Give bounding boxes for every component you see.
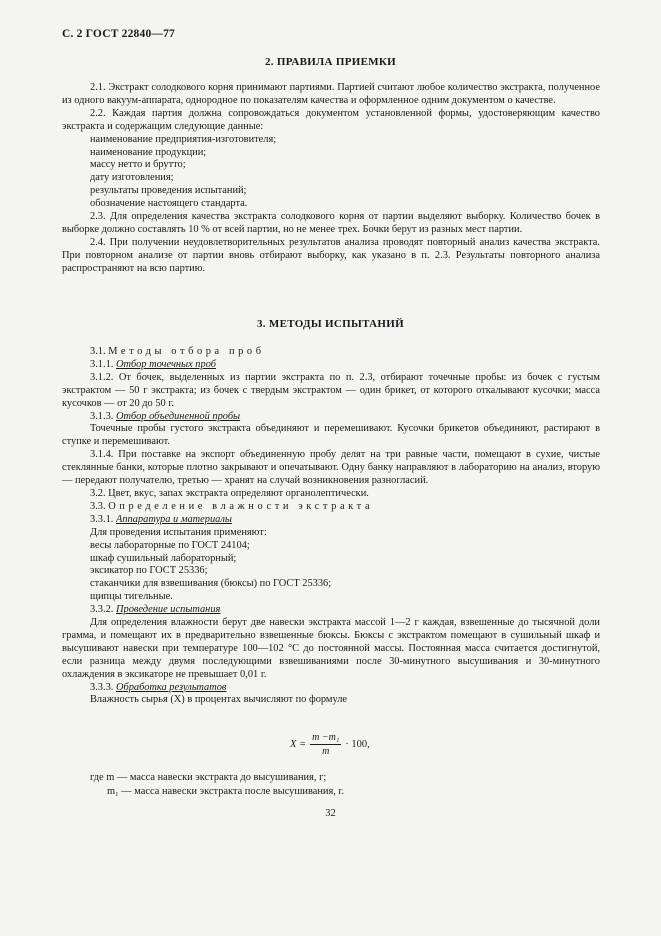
list-item: весы лабораторные по ГОСТ 24104; <box>90 539 250 551</box>
list-item: щипцы тигельные. <box>90 591 173 603</box>
legend-line: где m — масса навески экстракта до высушивания, г; <box>90 772 327 783</box>
clause-number: 3.1. <box>90 346 106 357</box>
clause-title: Определение влажности экстракта <box>108 500 374 512</box>
clause-number: 3.3. <box>90 500 106 512</box>
clause-number: 3.1.3. <box>90 410 114 422</box>
clause-number: 3.3.1. <box>90 513 114 525</box>
paragraph-2-4: 2.4. При получении неудовлетворительных результатов анализа проводят повторный анализ качества экстракта. При повторном анализе от партии вновь отбирают выборку, как указано в п. 2.3. Результаты повторного анализа распространяют на всю партию. <box>62 236 600 274</box>
moisture-formula <box>290 732 370 757</box>
paragraph-3-3-1: Для проведения испытания применяют: <box>90 526 267 538</box>
clause-number: 3.3.3. <box>90 681 114 693</box>
list-item: стаканчики для взвешивания (бюксы) по ГОСТ 25336; <box>90 578 332 590</box>
section-3-title: 3. МЕТОДЫ ИСПЫТАНИЙ <box>257 318 404 330</box>
paragraph-3-3-3: Влажность сырья (X) в процентах вычисляют по формуле <box>90 694 348 706</box>
paragraph-3-1-2: 3.1.2. От бочек, выделенных из партии экстракта по п. 2.3, отбирают точечные пробы: из бочек с густым экстрактом — 50 г экстракта; из бочек с твердым экстрактом — один брикет, от которого откалывают кусочки; масса кусочков — от 20 до 50 г. <box>62 371 600 409</box>
list-item: обозначение настоящего стандарта. <box>90 198 248 210</box>
section-2-body <box>62 82 600 276</box>
paragraph-3-3-2: Для определения влажности берут две навески экстракта массой 1—2 г каждая, взвешенные до тысячной доли грамма, и помещают их в предварительно взвешенные бюксы. Бюксы с экстрактом помещают в сушильный шкаф и высушивают навески при температуре 100—102 °С до постоянной массы. Постоянная масса считается достигнутой, если разница между двумя последующими взвешиваниями после 30-минутного высушивания и 30-минутного охлаждения в эксикаторе не превышает 0,01 г. <box>62 617 600 680</box>
section-3-body <box>62 346 600 707</box>
paragraph-3-2: 3.2. Цвет, вкус, запах экстракта определяют органолептически. <box>90 487 369 499</box>
paragraph-2-3: 2.3. Для определения качества экстракта солодкового корня от партии выделяют выборку. Количество бочек в выборке должно составлять 10 % от всей партии, но не менее трех. Бочки берут из разных мест партии. <box>62 211 600 235</box>
clause-3-3-2 <box>62 604 600 617</box>
clause-title: Проведение испытания <box>116 604 221 616</box>
formula-numerator: m −m₁ <box>312 732 340 743</box>
paragraph-3-1-3: Точечные пробы густого экстракта объединяют и перемешивают. Кусочки брикетов объединяют, растирают в ступке и перемешивают. <box>62 423 600 448</box>
clause-3-3-1 <box>62 514 600 527</box>
list-item: наименование продукции; <box>90 146 207 158</box>
list-item: результаты проведения испытаний; <box>90 185 247 197</box>
clause-title: Методы отбора проб <box>108 346 265 357</box>
legend-line: m₁ — масса навески экстракта после высушивания, г. <box>107 786 345 797</box>
list-item: эксикатор по ГОСТ 25336; <box>90 565 208 577</box>
clause-title: Аппаратура и материалы <box>116 513 232 525</box>
page-number: 32 <box>325 808 336 819</box>
list-item: дату изготовления; <box>90 172 174 184</box>
clause-title: Обработка результатов <box>116 681 227 693</box>
list-item: наименование предприятия-изготовителя; <box>90 133 277 145</box>
formula-denominator: m <box>322 746 330 757</box>
clause-3-1 <box>62 346 600 359</box>
clause-3-3-3 <box>62 682 600 695</box>
formula-rhs: · 100, <box>345 739 370 750</box>
section-2-title: 2. ПРАВИЛА ПРИЕМКИ <box>264 56 397 68</box>
clause-number: 3.3.2. <box>90 604 114 616</box>
list-item: шкаф сушильный лабораторный; <box>90 552 237 564</box>
clause-title: Отбор точечных проб <box>116 358 216 370</box>
formula-fraction <box>310 732 341 757</box>
page-header: С. 2 ГОСТ 22840—77 <box>62 28 175 40</box>
paragraph-3-1-4: 3.1.4. При поставке на экспорт объединенную пробу делят на три равные части, помещают в сухие, чистые стеклянные банки, которые плотно закрывают и опечатывают. Одну банку направляют в лабораторию на анализ, вторую — передают получателю, третью — хранят на случай возникновения разногласий. <box>62 449 600 487</box>
clause-3-3 <box>62 501 600 514</box>
clause-title: Отбор объединенной пробы <box>116 410 241 422</box>
list-item: массу нетто и брутто; <box>90 159 186 171</box>
paragraph-2-2: 2.2. Каждая партия должна сопровождаться документом установленной формы, удостоверяющим качество экстракта и содержащим следующие данные: <box>62 107 600 132</box>
formula-legend <box>90 771 600 799</box>
paragraph-2-1: 2.1. Экстракт солодкового корня принимают партиями. Партией считают любое количество экстракта, полученное из одного вакуум-аппарата, однородное по показателям качества и оформленное одним документом о качестве. <box>62 82 600 106</box>
formula-lhs: X = <box>290 739 307 750</box>
clause-3-1-1 <box>62 359 600 372</box>
clause-number: 3.1.1. <box>90 358 114 370</box>
clause-3-1-3 <box>62 411 600 424</box>
